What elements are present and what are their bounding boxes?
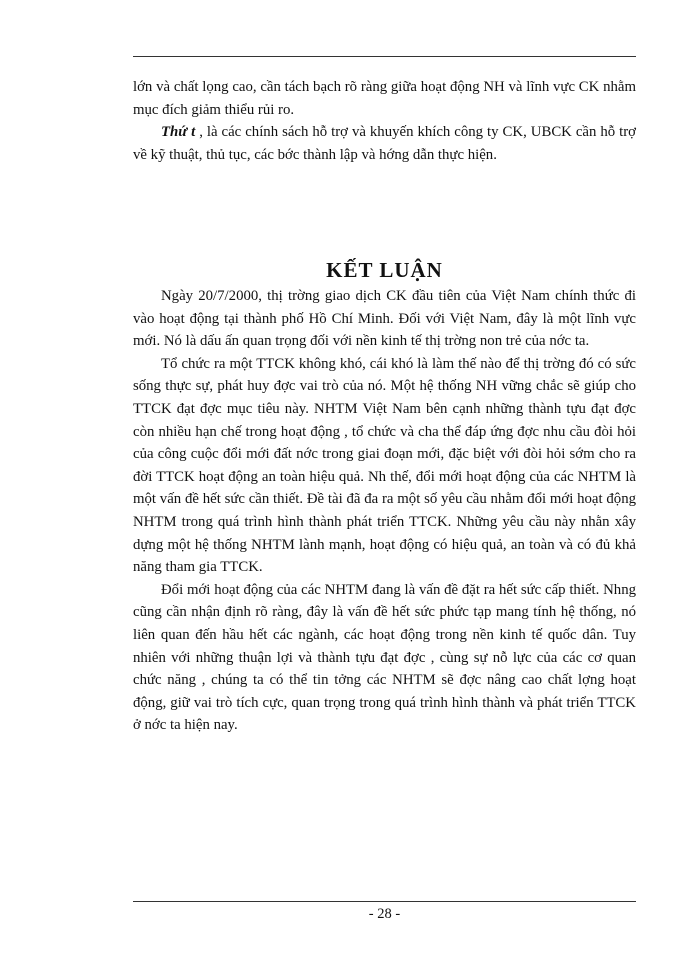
paragraph-text: , là các chính sách hỗ trợ và khuyến khích công ty CK, UBCK cần hỗ trợ về kỹ thuật, thủ tục, các bớc thành lập và hớng dẫn thực hiện. <box>133 124 636 163</box>
body-paragraph: Đổi mới hoạt động của các NHTM đang là vấn đề đặt ra hết sức cấp thiết. Nhng cũng cần nhận định rõ ràng, đây là vấn đề hết sức phức tạp mang tính hệ thống, nó liên quan đến hầu hết các ngành, các hoạt động trong nền kinh tế quốc dân. Tuy nhiên với những thuận lợi và thành tựu đạt đợc , cùng sự nỗ lực của các cơ quan chức năng , chúng ta có thể tin tởng các NHTM sẽ đợc nâng cao chất lợng hoạt động, giữ vai trò tích cực, quan trọng trong quá trình hình thành và phát triển TTCK ở nớc ta hiện nay. <box>133 581 636 734</box>
intro-paragraph: lớn và chất lọng cao, cần tách bạch rõ ràng giữa hoạt động NH và lĩnh vực CK nhằm mục đích giảm thiểu rủi ro. <box>133 79 636 118</box>
intro-section <box>133 76 636 166</box>
page-number: - 28 - <box>368 906 401 922</box>
section-heading: KẾT LUẬN <box>326 258 443 282</box>
body-paragraph: Tổ chức ra một TTCK không khó, cái khó là làm thế nào để thị trờng đó có sức sống thực sự, phát huy đợc vai trò của nó. Một hệ thống NH vững chắc sẽ giúp cho TTCK đạt đợc mục tiêu này. NHTM Việt Nam bên cạnh những thành tựu đạt đợc còn nhiều hạn chế trong hoạt động , tổ chức và cha thể đáp ứng đợc nhu cầu đòi hỏi của công cuộc đổi mới đất nớc trong giai đoạn mới, đặc biệt với đòi hỏi sớm cho ra đời TTCK hoạt động an toàn hiệu quả. Nh thế, đổi mới hoạt động của các NHTM là một vấn đề hết sức cần thiết. Đề tài đã đa ra một số yêu cầu nhằm đổi mới hoạt động NHTM trong quá trình hình thành phát triển TTCK. Những yêu cầu này nhằn xây dựng một hệ thống NHTM lành mạnh, hoạt động có hiệu quả, an toàn và có đủ khả năng tham gia TTCK. <box>133 355 636 576</box>
paragraph-lead: Thứ t <box>161 124 196 141</box>
intro-paragraph-fourth <box>133 121 636 166</box>
conclusion-body <box>133 285 636 737</box>
header-rule <box>133 56 636 57</box>
footer-rule <box>133 901 636 902</box>
body-paragraph: Ngày 20/7/2000, thị trờng giao dịch CK đầu tiên của Việt Nam chính thức đi vào hoạt động tại thành phố Hồ Chí Minh. Đối với Việt Nam, đây là một lĩnh vực mới. Nó là dấu ấn quan trọng đối với nền kinh tế thị trờng non trẻ của nớc ta. <box>133 288 636 350</box>
